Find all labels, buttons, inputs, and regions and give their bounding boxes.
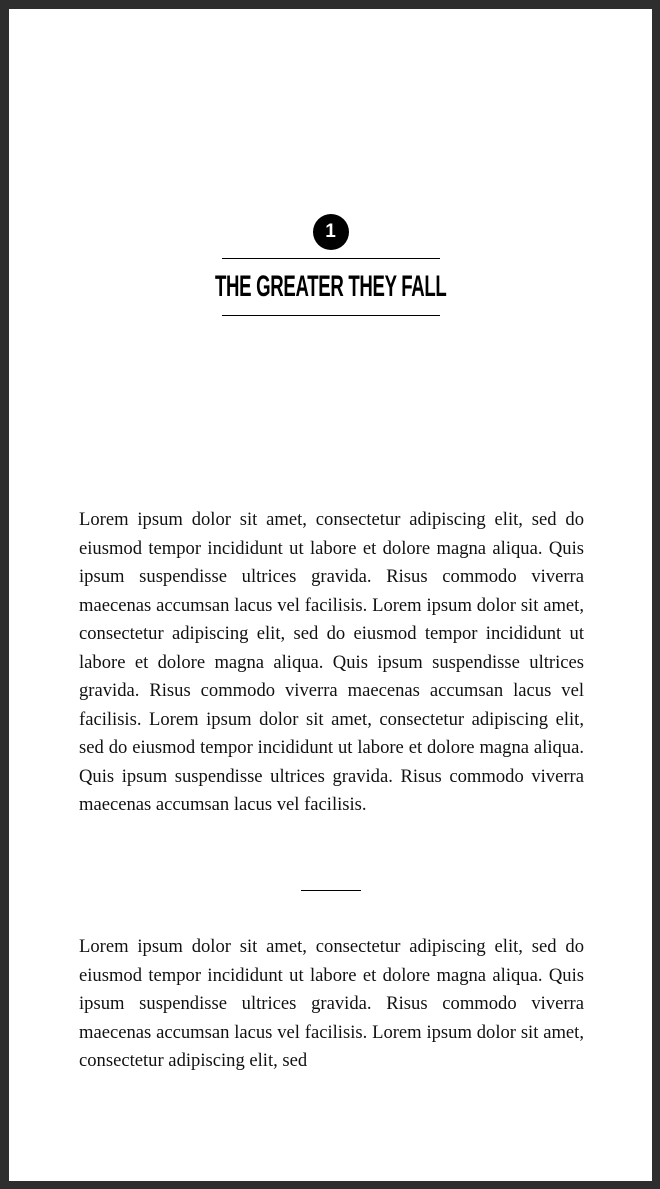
chapter-number-badge: 1 (313, 214, 349, 250)
chapter-title: THE GREATER THEY FALL (214, 270, 447, 303)
chapter-header (9, 214, 652, 316)
book-page (9, 9, 652, 1181)
section-divider (301, 890, 361, 891)
body-paragraph: Lorem ipsum dolor sit amet, consectetur adipiscing elit, sed do eiusmod tempor incididunt ut labore et dolore magna aliqua. Quis ipsum suspendisse ultrices gravida. Risus commodo viverra maecenas accumsan lacus vel facilisis. Lorem ipsum dolor sit amet, consectetur adipiscing elit, sed do eiusmod tempor incididunt ut labore et dolore magna aliqua. Quis ipsum suspendisse ultrices gravida. Risus commodo viverra maecenas accumsan lacus vel facilisis. Lorem ipsum dolor sit amet, consectetur adipiscing elit, sed do eiusmod tempor incididunt ut labore et dolore magna aliqua. Quis ipsum suspendisse ultrices gravida. Risus commodo viverra maecenas accumsan lacus vel facilisis. (79, 509, 584, 815)
body-paragraph: Lorem ipsum dolor sit amet, consectetur adipiscing elit, sed do eiusmod tempor incididunt ut labore et dolore magna aliqua. Quis ipsum suspendisse ultrices gravida. Risus commodo viverra maecenas accumsan lacus vel facilisis. Lorem ipsum dolor sit amet, consectetur adipiscing elit, sed (79, 936, 584, 1071)
chapter-title-rule-block (214, 258, 447, 316)
